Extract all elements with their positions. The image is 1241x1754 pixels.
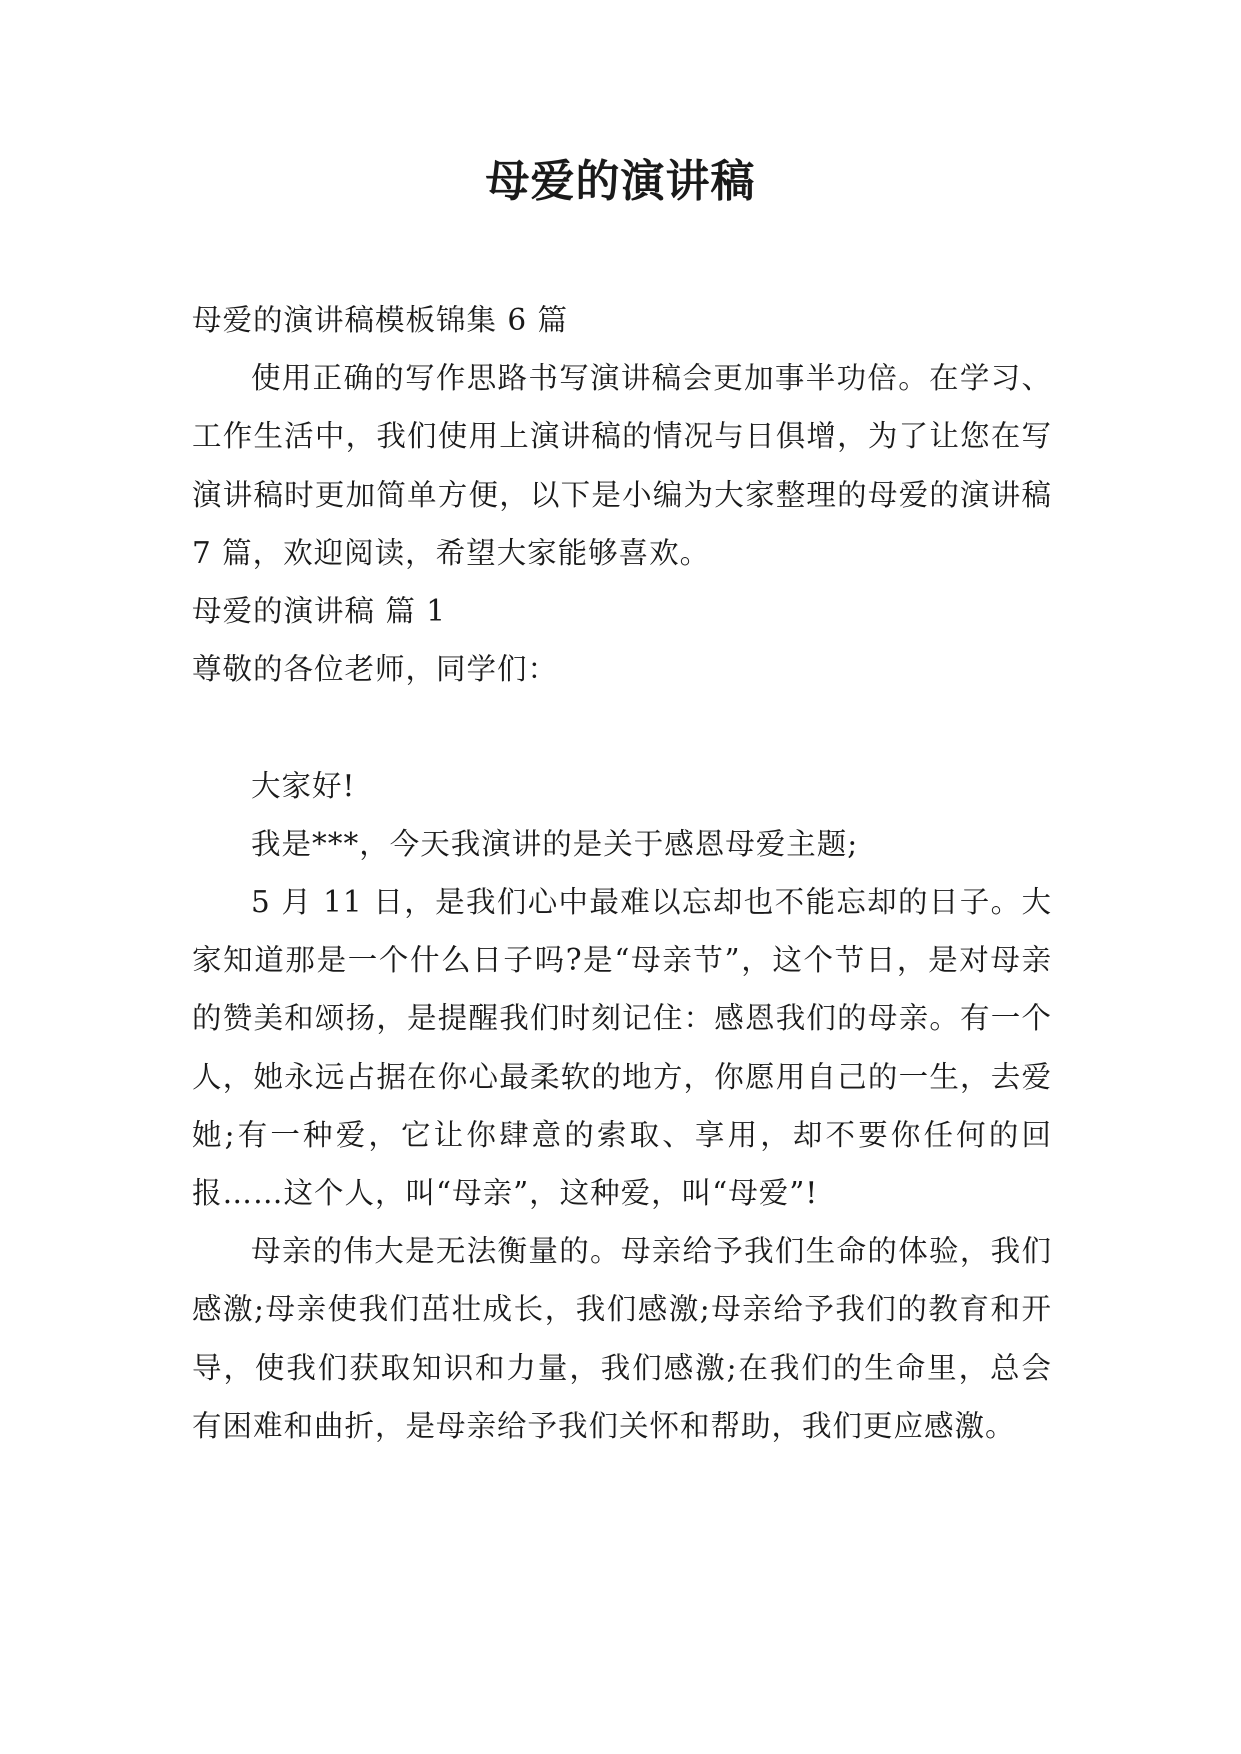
speaker-intro: 我是***，今天我演讲的是关于感恩母爱主题; [251, 826, 859, 861]
section-heading: 母爱的演讲稿 篇 1 [192, 594, 447, 629]
salutation: 尊敬的各位老师，同学们： [192, 652, 559, 687]
body-paragraph: 5 月 11 日，是我们心中最难以忘却也不能忘却的日子。大家知道那是一个什么日子吗?是“母亲节”，这个节日，是对母亲的赞美和颂扬，是提醒我们时刻记住：感恩我们的母亲。有一个人，她永远占据在你心最柔软的地方，你愿用自己的一生，去爱她;有一种爱，它让你肆意的索取、享用，却不要你任何的回报……这个人，叫“母亲”，这种爱，叫“母爱”! [192, 885, 1052, 1211]
greeting: 大家好! [251, 768, 356, 803]
body-paragraph: 母亲的伟大是无法衡量的。母亲给予我们生命的体验，我们感激;母亲使我们茁壮成长，我们感激;母亲给予我们的教育和开导，使我们获取知识和力量，我们感激;在我们的生命里，总会有困难和曲折，是母亲给予我们关怀和帮助，我们更应感激。 [192, 1234, 1052, 1443]
document-body [192, 291, 1052, 1455]
document-title: 母爱的演讲稿 [485, 156, 756, 207]
intro-paragraph: 使用正确的写作思路书写演讲稿会更加事半功倍。在学习、工作生活中，我们使用上演讲稿的情况与日俱增，为了让您在写演讲稿时更加简单方便，以下是小编为大家整理的母爱的演讲稿 7 篇，欢迎阅读，希望大家能够喜欢。 [192, 361, 1052, 570]
subtitle-line: 母爱的演讲稿模板锦集 6 篇 [192, 303, 569, 337]
blank-line [192, 698, 1052, 756]
